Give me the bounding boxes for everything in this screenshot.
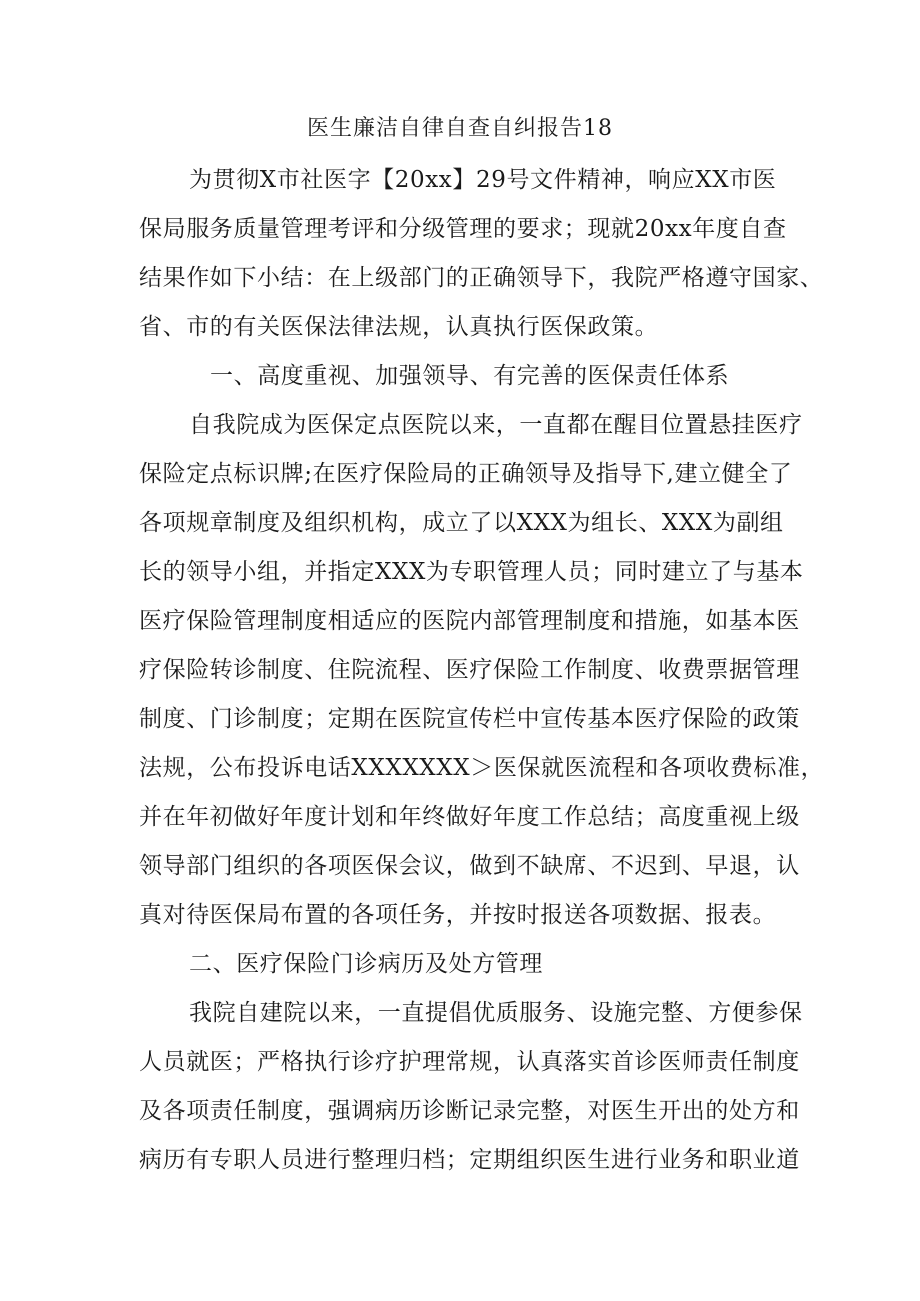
text-line: 法规，公布投诉电话XXXXXXX＞医保就医流程和各项收费标准， [139, 755, 825, 781]
text-line: 并在年初做好年度计划和年终做好年度工作总结；高度重视上级 [139, 804, 800, 830]
text-line: 及各项责任制度，强调病历诊断记录完整，对医生开出的处方和 [139, 1098, 800, 1124]
text-line: 制度、门诊制度；定期在医院宣传栏中宣传基本医疗保险的政策 [139, 706, 800, 732]
section-heading-1: 一、高度重视、加强领导、有完善的医保责任体系 [210, 363, 730, 389]
text-line: 各项规章制度及组织机构，成立了以XXX为组长、XXX为副组 [139, 510, 784, 536]
text-line: 疗保险转诊制度、住院流程、医疗保险工作制度、收费票据管理 [139, 657, 800, 683]
text-line: 人员就医；严格执行诊疗护理常规，认真落实首诊医师责任制度 [139, 1049, 800, 1075]
text-line: 为贯彻X市社医字【20xx】29号文件精神，响应XX市医 [189, 167, 777, 193]
text-line: 保局服务质量管理考评和分级管理的要求；现就20xx年度自查 [139, 216, 787, 242]
text-line: 长的领导小组，并指定XXX为专职管理人员；同时建立了与基本 [139, 559, 804, 585]
text-line: 医疗保险管理制度相适应的医院内部管理制度和措施，如基本医 [139, 608, 800, 634]
text-line: 保险定点标识牌;在医疗保险局的正确领导及指导下,建立健全了 [139, 461, 793, 487]
text-line: 病历有专职人员进行整理归档；定期组织医生进行业务和职业道 [139, 1147, 800, 1173]
text-line: 真对待医保局布置的各项任务，并按时报送各项数据、报表。 [139, 902, 777, 928]
text-line: 我院自建院以来，一直提倡优质服务、设施完整、方便参保 [189, 1000, 803, 1026]
text-line: 省、市的有关医保法律法规，认真执行医保政策。 [139, 314, 659, 340]
document-title: 医生廉洁自律自查自纠报告18 [307, 116, 613, 141]
text-line: 自我院成为医保定点医院以来，一直都在醒目位置悬挂医疗 [189, 412, 803, 438]
section-heading-2: 二、医疗保险门诊病历及处方管理 [189, 951, 543, 977]
text-line: 结果作如下小结：在上级部门的正确领导下，我院严格遵守国家、 [139, 265, 824, 291]
text-line: 领导部门组织的各项医保会议，做到不缺席、不迟到、早退，认 [139, 853, 800, 879]
